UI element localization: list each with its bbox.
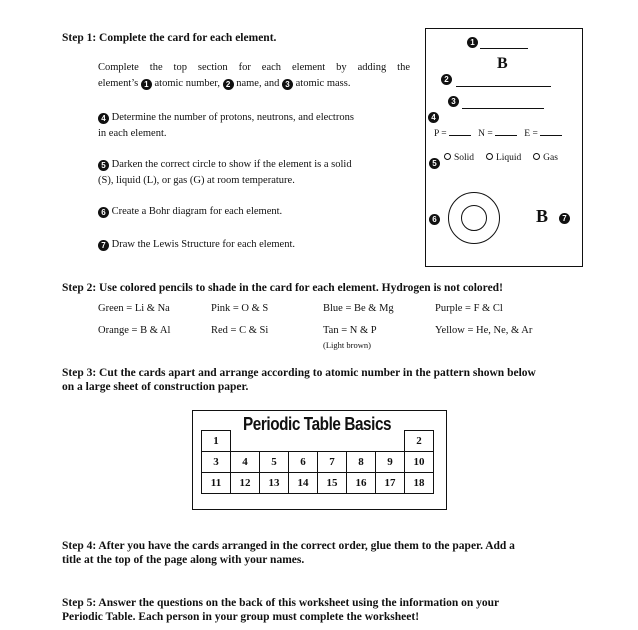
step4-line-a: Step 4: After you have the cards arranged in the correct order, glue them to the paper. Add a bbox=[62, 540, 515, 552]
card-number-5-icon: 5 bbox=[429, 158, 440, 169]
step1-para1-item2: name, and bbox=[236, 78, 280, 89]
element-cell: 4 bbox=[231, 452, 260, 473]
number-6-icon: 6 bbox=[98, 207, 109, 218]
step1-para3-line-a bbox=[98, 157, 412, 173]
step1-para1-line-a: Complete the top section for each element by adding the bbox=[98, 62, 410, 73]
element-cell: 17 bbox=[376, 473, 405, 494]
step3-heading-line-a: Step 3: Cut the cards apart and arrange according to atomic number in the pattern shown below bbox=[62, 367, 536, 379]
periodic-table-title: Periodic Table Basics bbox=[243, 414, 392, 434]
card-number-7-icon: 7 bbox=[559, 213, 570, 224]
element-cell: 12 bbox=[231, 473, 260, 494]
element-cell: 14 bbox=[289, 473, 318, 494]
step1-para2-text-a: Determine the number of protons, neutrons, and electrons bbox=[111, 112, 354, 123]
card-number-3-icon: 3 bbox=[448, 96, 459, 107]
protons-label: P = bbox=[434, 129, 447, 139]
state-solid-label: Solid bbox=[454, 153, 475, 163]
card-element-symbol: B bbox=[497, 55, 508, 72]
step1-para1-line-b bbox=[98, 76, 410, 92]
card-number-1-icon: 1 bbox=[467, 37, 478, 48]
element-cell: 11 bbox=[202, 473, 231, 494]
color-tan: Tan = N & P bbox=[323, 325, 377, 336]
number-2-icon: 2 bbox=[223, 79, 234, 90]
element-cell: 9 bbox=[376, 452, 405, 473]
element-cell: 15 bbox=[318, 473, 347, 494]
step1-para1-item1: atomic number, bbox=[154, 78, 220, 89]
element-cell: 6 bbox=[289, 452, 318, 473]
protons-blank bbox=[449, 126, 471, 136]
element-cell: 5 bbox=[260, 452, 289, 473]
step1-para1-item3: atomic mass. bbox=[295, 78, 351, 89]
step1-para3-line-b: (S), liquid (L), or gas (G) at room temperature. bbox=[98, 175, 295, 186]
step4-line-b: title at the top of the page along with your names. bbox=[62, 554, 305, 566]
step1-paragraph-1 bbox=[98, 60, 410, 92]
step1-para4-text: Create a Bohr diagram for each element. bbox=[111, 206, 283, 217]
element-cell: 8 bbox=[347, 452, 376, 473]
solid-radio-icon[interactable] bbox=[444, 153, 451, 160]
element-cell: 16 bbox=[347, 473, 376, 494]
state-options-row bbox=[444, 153, 558, 163]
neutrons-label: N = bbox=[478, 129, 493, 139]
table-row bbox=[202, 431, 434, 452]
step1-para1-prefix: element’s bbox=[98, 78, 139, 89]
tan-note: (Light brown) bbox=[323, 340, 371, 350]
lewis-symbol: B bbox=[536, 206, 549, 226]
color-blue: Blue = Be & Mg bbox=[323, 303, 394, 314]
element-cell: 13 bbox=[260, 473, 289, 494]
step1-para2-line-a bbox=[98, 110, 410, 126]
element-cell: 7 bbox=[318, 452, 347, 473]
card-number-6-icon: 6 bbox=[429, 214, 440, 225]
table-row bbox=[202, 452, 434, 473]
bohr-inner-ring-icon bbox=[461, 205, 487, 231]
element-cell: 2 bbox=[405, 431, 434, 452]
element-cell: 18 bbox=[405, 473, 434, 494]
table-row bbox=[202, 473, 434, 494]
number-1-icon: 1 bbox=[141, 79, 152, 90]
color-pink: Pink = O & S bbox=[211, 303, 269, 314]
electrons-label: E = bbox=[524, 129, 538, 139]
state-gas-label: Gas bbox=[543, 153, 558, 163]
card-number-2-icon: 2 bbox=[441, 74, 452, 85]
color-yellow: Yellow = He, Ne, & Ar bbox=[435, 325, 533, 336]
step1-para2-line-b: in each element. bbox=[98, 128, 167, 139]
atomic-mass-blank bbox=[462, 96, 544, 109]
number-5-icon: 5 bbox=[98, 160, 109, 171]
element-cell: 10 bbox=[405, 452, 434, 473]
color-green: Green = Li & Na bbox=[98, 303, 170, 314]
particle-counts-row bbox=[434, 126, 562, 139]
step3-heading-line-b: on a large sheet of construction paper. bbox=[62, 381, 249, 393]
step1-paragraph-3 bbox=[98, 157, 412, 189]
liquid-radio-icon[interactable] bbox=[486, 153, 493, 160]
card-number-4-icon: 4 bbox=[428, 112, 439, 123]
step1-paragraph-5 bbox=[98, 237, 295, 253]
step5-line-b: Periodic Table. Each person in your group must complete the worksheet! bbox=[62, 611, 420, 623]
step1-heading: Step 1: Complete the card for each element. bbox=[62, 32, 277, 44]
step1-para3-text-a: Darken the correct circle to show if the element is a solid bbox=[111, 159, 352, 170]
step1-paragraph-4 bbox=[98, 204, 282, 220]
element-cell: 1 bbox=[202, 431, 231, 452]
element-name-blank bbox=[456, 74, 551, 87]
neutrons-blank bbox=[495, 126, 517, 136]
number-3-icon: 3 bbox=[282, 79, 293, 90]
number-7-icon: 7 bbox=[98, 240, 109, 251]
state-liquid-label: Liquid bbox=[495, 153, 522, 163]
number-4-icon: 4 bbox=[98, 113, 109, 124]
gas-radio-icon[interactable] bbox=[533, 153, 540, 160]
step1-paragraph-2 bbox=[98, 110, 410, 142]
color-purple: Purple = F & Cl bbox=[435, 303, 503, 314]
periodic-table-grid bbox=[201, 430, 434, 494]
electrons-blank bbox=[540, 126, 562, 136]
color-red: Red = C & Si bbox=[211, 325, 269, 336]
atomic-number-blank bbox=[480, 36, 528, 49]
color-orange: Orange = B & Al bbox=[98, 325, 171, 336]
step1-para5-text: Draw the Lewis Structure for each element. bbox=[111, 239, 296, 250]
step5-line-a: Step 5: Answer the questions on the back of this worksheet using the information on your bbox=[62, 597, 500, 609]
element-cell: 3 bbox=[202, 452, 231, 473]
step2-heading: Step 2: Use colored pencils to shade in the card for each element. Hydrogen is not colored! bbox=[62, 282, 503, 294]
